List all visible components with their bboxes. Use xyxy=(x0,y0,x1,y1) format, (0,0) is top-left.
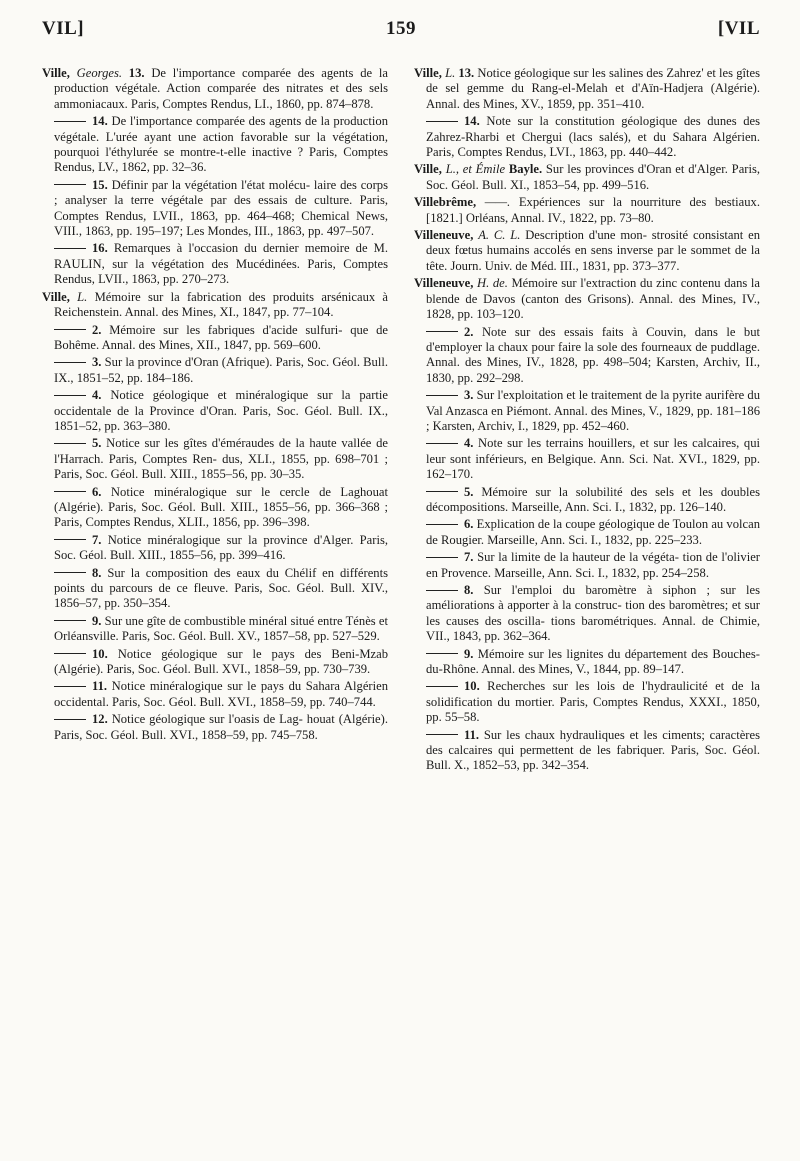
entry-number: 8. xyxy=(92,565,102,580)
entry-text: Sur la province d'Oran (Afrique). Paris, Soc. Géol. Bull. IX., 1851–52, pp. 184–186. xyxy=(54,355,388,385)
coauthor-surname: Bayle. xyxy=(508,162,543,177)
entry-number: 6. xyxy=(464,517,474,532)
left-column xyxy=(42,66,388,776)
author-forename: A. C. L. xyxy=(478,228,521,243)
entry-text: Recherches sur les lois de l'hydraulicité et de la solidification du mortier. Paris, Comptes Rendus, XXXI., 1850, pp. 55–58. xyxy=(426,679,760,725)
bibliography-entry xyxy=(414,114,760,160)
author-forename: L., et Émile xyxy=(445,162,506,177)
entry-text: De l'importance comparée des agents de la production végétale. Action comparée des nitrates et des sels ammoniacaux. Paris, Comptes Rendus, LI., 1860, pp. 874–878. xyxy=(54,66,388,111)
entry-text: Mémoire sur les fabriques d'acide sulfuri- que de Bohême. Annal. des Mines, XII., 1847, pp. 569–600. xyxy=(54,322,388,352)
bibliography-entry xyxy=(414,485,760,516)
author-surname: Villebrême, xyxy=(414,195,477,210)
bibliography-entry xyxy=(42,323,388,354)
bibliography-entry xyxy=(42,679,388,710)
entry-text: Expériences sur la nourriture des bestiaux. [1821.] Orléans, Annal. IV., 1822, pp. 73–80. xyxy=(426,195,760,225)
bibliography-entry xyxy=(42,178,388,240)
bibliography-entry xyxy=(414,195,760,226)
entry-number: 14. xyxy=(92,114,108,129)
bibliography-entry xyxy=(414,436,760,482)
ditto-dash xyxy=(54,184,86,185)
ditto-dash xyxy=(54,395,86,396)
bibliography-entry xyxy=(414,276,760,322)
entry-text: Sur une gîte de combustible minéral situé entre Ténès et Orléansville. Paris, Soc. Géol. Bull. XV., 1857–58, pp. 527–529. xyxy=(54,613,388,644)
entry-number: 5. xyxy=(92,436,102,451)
ditto-dash xyxy=(54,248,86,249)
author-forename: Georges. xyxy=(76,66,123,80)
bibliography-entry xyxy=(42,614,388,645)
entry-number: 11. xyxy=(464,727,480,742)
entry-text: Notice géologique sur le pays des Beni-Mzab (Algérie). Paris, Soc. Géol. Bull. XVI., 1858–59, pp. 730–739. xyxy=(54,646,388,677)
bibliography-entry xyxy=(42,436,388,482)
bibliography-entry xyxy=(42,533,388,564)
bibliography-entry xyxy=(42,485,388,531)
ditto-dash xyxy=(54,539,86,540)
bibliography-entry xyxy=(42,647,388,678)
entry-text: Notice sur les gîtes d'éméraudes de la haute vallée de l'Harrach. Paris, Comptes Ren- dus, XLI., 1855, pp. 698–701 ; Paris, Soc. Géol. Bull. XIII., 1855–56, pp. 30–35. xyxy=(54,436,388,482)
ditto-dash xyxy=(54,686,86,687)
ditto-dash xyxy=(54,719,86,720)
bibliography-entry xyxy=(414,162,760,193)
right-column xyxy=(414,66,760,776)
entry-number: 5. xyxy=(464,484,474,499)
bibliography-entry xyxy=(42,355,388,386)
bibliography-entry xyxy=(414,517,760,548)
bibliography-entry xyxy=(42,241,388,287)
bibliography-entry xyxy=(414,728,760,774)
ditto-dash xyxy=(426,524,458,525)
author-forename: H. de. xyxy=(476,276,508,291)
entry-text: Sur la composition des eaux du Chélif en différents points du parcours de ce fleuve. Paris, Soc. Géol. Bull. XIV., 1856–57, pp. 350–354. xyxy=(54,565,388,611)
entry-text: Définir par la végétation l'état molécu- laire des corps ; analyser la terre végétale par des essais de culture. Paris, Comptes Rendus, LVII., 1863, pp. 464–468; Chemical News, VIII., 1863, pp. 195–197; Les Mondes, III., 1863, pp. 497–507. xyxy=(54,177,388,239)
page-number: 159 xyxy=(386,18,416,39)
entry-number: 15. xyxy=(92,177,108,192)
entry-text: Notice géologique sur l'oasis de Lag- houat (Algérie). Paris, Soc. Géol. Bull. XVI., 1858–59, pp. 745–758. xyxy=(54,712,388,742)
ditto-dash xyxy=(54,443,86,444)
entry-number: 13. xyxy=(128,66,145,80)
ditto-dash xyxy=(426,557,458,558)
ditto-dash xyxy=(426,121,458,122)
entry-number: 7. xyxy=(92,532,102,547)
entry-text: Sur les provinces d'Oran et d'Alger. Paris, Soc. Géol. Bull. XI., 1853–54, pp. 499–516. xyxy=(426,162,761,192)
entry-text: Mémoire sur la solubilité des sels et les doubles décompositions. Marseille, Ann. Sci. I., 1832, pp. 126–140. xyxy=(426,484,760,514)
entry-text: Sur la limite de la hauteur de la végéta- tion de l'olivier en Provence. Marseille, Ann. Sci. I., 1832, pp. 254–258. xyxy=(426,550,760,580)
ditto-dash xyxy=(426,734,458,735)
entry-text: Note sur la constitution géologique des dunes des Zahrez-Rharbi et Chergui (lacs salés), et du Sahara Algérien. Paris, Comptes Rendus, LVI., 1863, pp. 440–442. xyxy=(426,114,760,160)
entry-text: Explication de la coupe géologique de Toulon au volcan de Rougier. Marseille, Ann. Sci. I., 1832, pp. 225–233. xyxy=(426,517,760,547)
bibliography-entry xyxy=(42,66,388,112)
entry-text: Remarques à l'occasion du dernier memoire de M. RAULIN, sur la végétation des Mucédinées. Paris, Comptes Rendus, LVII., 1863, pp. 270–273. xyxy=(54,241,388,287)
bibliography-entry xyxy=(42,114,388,176)
entry-text: De l'importance comparée des agents de la production végétale. L'urée ayant une action favorable sur la végétation, pourquoi l'éthylurée se montre-t-elle inactive ? Paris, Comptes Rendus, LV., 1862, pp. 32–36. xyxy=(54,114,388,175)
columns xyxy=(42,66,760,776)
ditto-dash xyxy=(54,620,86,621)
ditto-dash xyxy=(54,329,86,330)
bibliography-entry xyxy=(414,679,760,725)
entry-text: Notice minéralogique sur le pays du Sahara Algérien occidental. Paris, Soc. Géol. Bull. XVI., 1858–59, pp. 740–744. xyxy=(54,679,388,709)
ditto-dash xyxy=(54,572,86,573)
entry-text: Notice géologique sur les salines des Zahrez' et les gîtes de sel gemme du Rang-el-Melah et d'Aïn-Hadjera (Algérie). Annal. des Mines, XV., 1859, pp. 351–410. xyxy=(426,66,760,111)
bibliography-entry xyxy=(414,583,760,645)
header-left: VIL] xyxy=(42,18,85,39)
entry-number: 10. xyxy=(92,646,108,661)
entry-number: 13. xyxy=(458,66,475,80)
author-surname: Ville, xyxy=(42,289,70,304)
ditto-dash xyxy=(426,443,458,444)
entry-number: 3. xyxy=(92,355,102,370)
ditto-dash xyxy=(426,395,458,396)
entry-text: Sur les chaux hydrauliques et les ciments; caractères des calcaires qui permettent de les fabriquer. Paris, Soc. Géol. Bull. X., 1852–53, pp. 342–354. xyxy=(426,727,760,773)
author-surname: Ville, xyxy=(414,162,442,177)
ditto-dash xyxy=(54,653,86,654)
entry-number: 11. xyxy=(92,679,108,694)
bibliography-entry xyxy=(42,566,388,612)
entry-number: 14. xyxy=(464,114,480,129)
author-surname: Ville, xyxy=(42,66,70,80)
bibliography-entry xyxy=(414,550,760,581)
entry-text: Sur l'emploi du baromètre à siphon ; sur les améliorations à apporter à la construc- tion des baromètres; et sur les causes des oscilla- tions barométriques. Annal. de Chimie, VII., 1843, pp. 362–364. xyxy=(426,583,760,644)
entry-number: 6. xyxy=(92,484,102,499)
author-surname: Ville, xyxy=(414,66,442,80)
entry-number: 4. xyxy=(464,436,474,451)
ditto-dash xyxy=(54,491,86,492)
entry-number: 9. xyxy=(92,613,102,628)
bibliography-entry xyxy=(414,647,760,678)
bibliography-entry xyxy=(414,388,760,434)
bibliography-entry xyxy=(414,325,760,387)
author-surname: Villeneuve, xyxy=(414,276,474,291)
bibliography-entry xyxy=(414,66,760,112)
ditto-dash xyxy=(54,121,86,122)
entry-text: Note sur des essais faits à Couvin, dans le but d'employer la chaux pour faire la sole des fourneaux de puddlage. Annal. des Mines, IV., 1828, pp. 498–504; Karsten, Archiv, II., 1830, pp. 292–298. xyxy=(426,324,760,385)
bibliography-entry xyxy=(414,228,760,274)
entry-number: 4. xyxy=(92,388,102,403)
entry-text: Sur l'exploitation et le traitement de la pyrite aurifère du Val Anzasca en Piémont. Annal. des Mines, V., 1829, pp. 181–186 ; Karsten, Archiv, I., 1829, pp. 452–460. xyxy=(426,388,760,433)
entry-text: Note sur les terrains houillers, et sur les calcaires, qui leur sont inférieurs, en Belgique. Ann. Sci. Nat. XVI., 1829, pp. 162–170. xyxy=(426,436,760,482)
entry-text: Mémoire sur les lignites du département des Bouches-du-Rhône. Annal. des Mines, V., 1844, pp. 89–147. xyxy=(426,646,760,677)
entry-text: Mémoire sur la fabrication des produits arsénicaux à Reichenstein. Annal. des Mines, XI., 1847, pp. 77–104. xyxy=(54,289,389,320)
ditto-dash xyxy=(426,331,458,332)
bibliography-entry xyxy=(42,712,388,743)
author-forename: L. xyxy=(445,66,456,80)
author-surname: Villeneuve, xyxy=(414,228,474,243)
ditto-dash xyxy=(426,653,458,654)
running-header xyxy=(42,18,760,56)
entry-text: Notice géologique et minéralogique sur la partie occidentale de la Province d'Oran. Paris, Soc. Géol. Bull. IX., 1851–52, pp. 363–380. xyxy=(54,388,388,433)
bibliography-entry xyxy=(42,290,388,321)
header-right: [VIL xyxy=(717,18,760,39)
author-forename: ——. xyxy=(484,195,511,210)
bibliography-entry xyxy=(42,388,388,434)
entry-number: 7. xyxy=(464,550,474,565)
ditto-dash xyxy=(426,686,458,687)
entry-number: 9. xyxy=(464,646,474,661)
entry-number: 3. xyxy=(464,388,474,403)
entry-number: 10. xyxy=(464,679,480,694)
ditto-dash xyxy=(54,362,86,363)
entry-number: 12. xyxy=(92,712,108,727)
entry-number: 2. xyxy=(92,322,102,337)
entry-text: Mémoire sur l'extraction du zinc contenu dans la blende de Davos (canton des Grisons). Annal. des Mines, IV., 1828, pp. 103–120. xyxy=(426,276,760,322)
entry-text: Notice minéralogique sur le cercle de Laghouat (Algérie). Paris, Soc. Géol. Bull. XIII., 1855–56, pp. 366–368 ; Paris, Comptes Rendus, XLII., 1856, pp. 396–398. xyxy=(54,484,388,530)
entry-number: 8. xyxy=(464,583,474,597)
entry-text: Description d'une mon- strosité consistant en deux fœtus humains accolés en sens inverse par le sommet de la tête. Journ. Univ. de Méd. III., 1831, pp. 373–377. xyxy=(426,228,761,273)
ditto-dash xyxy=(426,491,458,492)
entry-number: 2. xyxy=(464,324,474,339)
entry-number: 16. xyxy=(92,241,108,256)
ditto-dash xyxy=(426,590,458,591)
author-forename: L. xyxy=(77,289,88,304)
entry-text: Notice minéralogique sur la province d'Alger. Paris, Soc. Géol. Bull. XIII., 1855–56, pp. 399–416. xyxy=(54,532,388,563)
